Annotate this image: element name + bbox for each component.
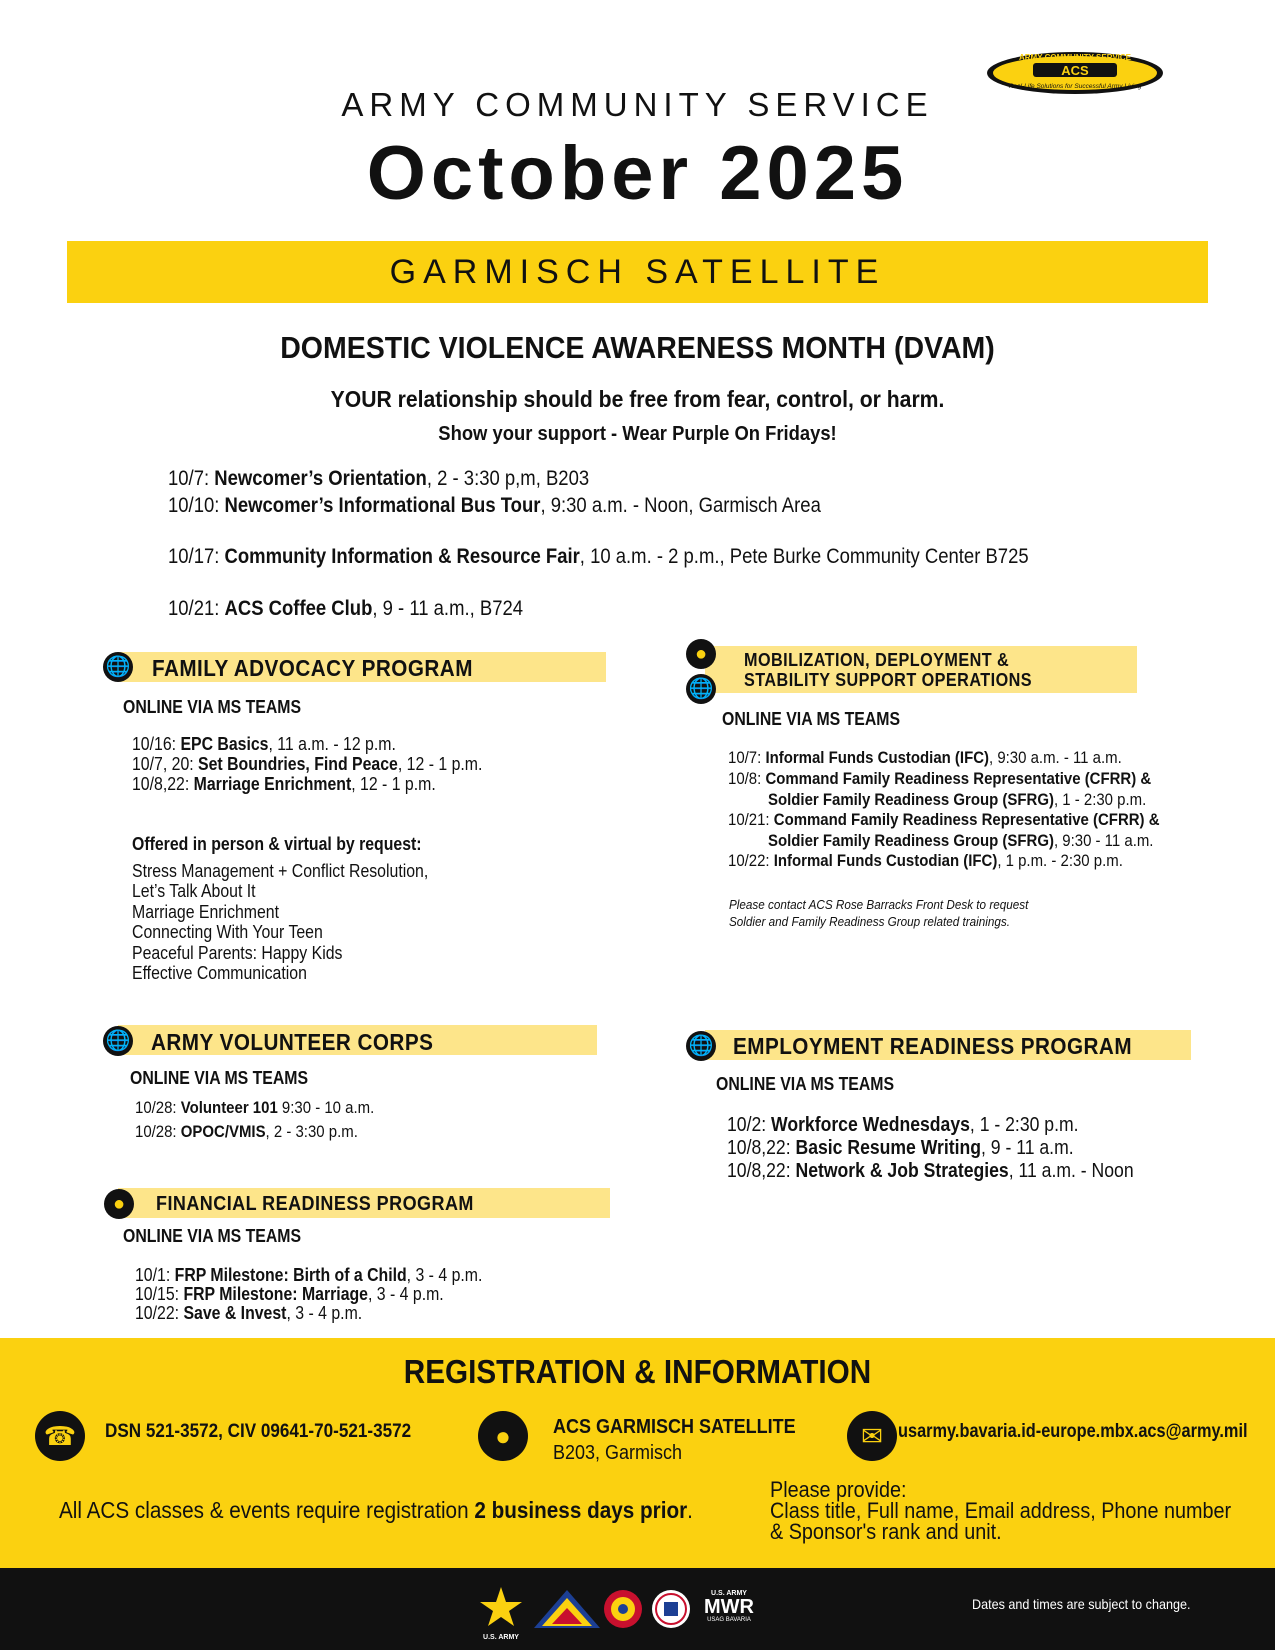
garrison-seal-logo: [650, 1588, 692, 1630]
mail-icon: ✉: [847, 1411, 897, 1461]
list-item: 10/8: Command Family Readiness Representative (CFRR) &: [728, 769, 1152, 788]
employment-online-label: ONLINE VIA MS TEAMS: [716, 1074, 895, 1094]
map-pin-icon: ●: [686, 639, 716, 669]
list-item: Let’s Talk About It: [132, 881, 256, 901]
family-advocacy-online-label: ONLINE VIA MS TEAMS: [123, 697, 302, 717]
globe-icon: 🌐: [103, 652, 133, 682]
list-item: 10/22: Save & Invest, 3 - 4 p.m.: [135, 1303, 363, 1323]
location-detail: B203, Garmisch: [553, 1442, 683, 1464]
map-pin-icon: ●: [104, 1189, 134, 1219]
mwr-main-text: MWR: [704, 1596, 754, 1618]
army-label: U.S. ARMY: [483, 1634, 519, 1641]
globe-icon: 🌐: [103, 1026, 133, 1056]
list-item: 10/8,22: Marriage Enrichment, 12 - 1 p.m.: [132, 774, 436, 794]
volunteer-online-label: ONLINE VIA MS TEAMS: [130, 1068, 309, 1088]
seventh-army-logo: [532, 1588, 602, 1630]
volunteer-title: ARMY VOLUNTEER CORPS: [151, 1029, 434, 1055]
mobilization-title-line1: MOBILIZATION, DEPLOYMENT &: [744, 650, 1010, 670]
list-item: 10/21: Command Family Readiness Representative (CFRR) &: [728, 810, 1160, 829]
list-item: Marriage Enrichment: [132, 902, 280, 922]
event-line: 10/10: Newcomer’s Informational Bus Tour, 9:30 a.m. - Noon, Garmisch Area: [168, 494, 821, 517]
event-line: 10/17: Community Information & Resource Fair, 10 a.m. - 2 p.m., Pete Burke Community Center B725: [168, 545, 1029, 568]
financial-online-label: ONLINE VIA MS TEAMS: [123, 1226, 302, 1246]
request-heading: Offered in person & virtual by request:: [132, 834, 422, 854]
theme-subtitle: YOUR relationship should be free from fear, control, or harm.: [330, 386, 945, 412]
list-item: 10/2: Workforce Wednesdays, 1 - 2:30 p.m.: [727, 1114, 1079, 1136]
mwr-top-text: U.S. ARMY: [711, 1590, 747, 1597]
location-name: GARMISCH SATELLITE: [389, 253, 886, 291]
acs-logo-tagline: Real-Life Solutions for Successful Army Living: [1008, 83, 1142, 90]
location-title: ACS GARMISCH SATELLITE: [553, 1416, 796, 1438]
provide-line1: Class title, Full name, Email address, Phone number: [770, 1498, 1232, 1523]
employment-title: EMPLOYMENT READINESS PROGRAM: [733, 1033, 1133, 1059]
globe-icon: 🌐: [686, 674, 716, 704]
email-link[interactable]: usarmy.bavaria.id-europe.mbx.acs@army.mil: [898, 1421, 1248, 1442]
list-item: Effective Communication: [132, 963, 307, 983]
list-item: Stress Management + Conflict Resolution,: [132, 861, 429, 881]
acs-logo-main-text: ACS: [1061, 63, 1089, 78]
mwr-logo: [694, 1590, 764, 1623]
list-item: Soldier Family Readiness Group (SFRG), 1 - 2:30 p.m.: [768, 790, 1147, 809]
month-title: October 2025: [366, 131, 909, 216]
phone-numbers[interactable]: DSN 521-3572, CIV 09641-70-521-3572: [105, 1421, 412, 1442]
event-line: 10/21: ACS Coffee Club, 9 - 11 a.m., B724: [168, 597, 524, 620]
list-item: 10/8,22: Network & Job Strategies, 11 a.m. - Noon: [727, 1160, 1134, 1182]
provide-heading: Please provide:: [770, 1477, 907, 1502]
provide-line2: & Sponsor's rank and unit.: [770, 1519, 1002, 1544]
list-item: Soldier Family Readiness Group (SFRG), 9:30 - 11 a.m.: [768, 831, 1154, 850]
list-item: Peaceful Parents: Happy Kids: [132, 943, 343, 963]
list-item: Connecting With Your Teen: [132, 922, 323, 942]
list-item: 10/16: EPC Basics, 11 a.m. - 12 p.m.: [132, 734, 396, 754]
financial-title: FINANCIAL READINESS PROGRAM: [156, 1193, 474, 1215]
map-pin-icon: ●: [478, 1411, 528, 1461]
list-item: 10/8,22: Basic Resume Writing, 9 - 11 a.m.: [727, 1137, 1074, 1159]
list-item: 10/7: Informal Funds Custodian (IFC), 9:30 a.m. - 11 a.m.: [728, 748, 1122, 767]
org-name: ARMY COMMUNITY SERVICE: [341, 86, 934, 123]
list-item: 10/28: OPOC/VMIS, 2 - 3:30 p.m.: [135, 1122, 358, 1141]
crest-logo: [602, 1588, 644, 1630]
list-item: 10/1: FRP Milestone: Birth of a Child, 3 - 4 p.m.: [135, 1265, 483, 1285]
globe-icon: 🌐: [686, 1031, 716, 1061]
registration-requirement: All ACS classes & events require registration 2 business days prior.: [59, 1497, 693, 1523]
list-item: 10/28: Volunteer 101 9:30 - 10 a.m.: [135, 1098, 375, 1117]
list-item: 10/15: FRP Milestone: Marriage, 3 - 4 p.m.: [135, 1284, 444, 1304]
registration-title: REGISTRATION & INFORMATION: [403, 1353, 872, 1390]
theme-title: DOMESTIC VIOLENCE AWARENESS MONTH (DVAM): [280, 330, 995, 365]
list-item: 10/22: Informal Funds Custodian (IFC), 1 p.m. - 2:30 p.m.: [728, 851, 1123, 870]
footer-disclaimer: Dates and times are subject to change.: [972, 1596, 1191, 1612]
mobilization-online-label: ONLINE VIA MS TEAMS: [722, 709, 901, 729]
army-star-logo: [476, 1583, 526, 1643]
event-line: 10/7: Newcomer’s Orientation, 2 - 3:30 p,m, B203: [168, 467, 590, 490]
mobilization-note-line1: Please contact ACS Rose Barracks Front Desk to request: [729, 897, 1029, 912]
mobilization-note-line2: Soldier and Family Readiness Group related trainings.: [729, 914, 1010, 929]
family-advocacy-title: FAMILY ADVOCACY PROGRAM: [152, 655, 473, 681]
phone-icon: ☎: [35, 1411, 85, 1461]
mwr-sub-text: USAG BAVARIA: [707, 1617, 751, 1623]
acs-logo-top-text: ARMY COMMUNITY SERVICE: [1018, 53, 1132, 62]
location-banner: [67, 241, 1208, 303]
mobilization-title-line2: STABILITY SUPPORT OPERATIONS: [744, 670, 1033, 690]
theme-support-line: Show your support - Wear Purple On Fridays!: [438, 423, 837, 445]
list-item: 10/7, 20: Set Boundries, Find Peace, 12 - 1 p.m.: [132, 754, 483, 774]
